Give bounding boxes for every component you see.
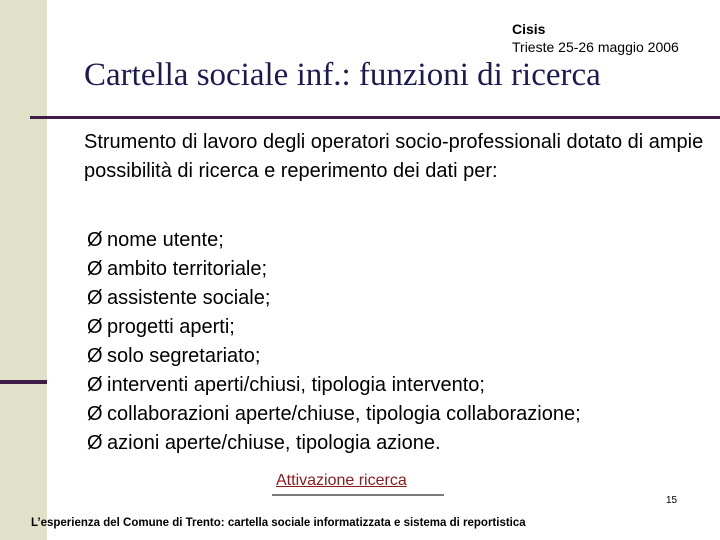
header-event: Trieste 25-26 maggio 2006 xyxy=(512,39,679,55)
arrow-bullet-icon: Ø xyxy=(87,403,103,425)
page-number: 15 xyxy=(666,495,678,506)
list-item xyxy=(87,226,581,255)
list-item xyxy=(87,313,581,342)
arrow-bullet-icon: Ø xyxy=(87,258,103,280)
arrow-bullet-icon: Ø xyxy=(87,287,103,309)
link-underline-rule xyxy=(272,494,444,496)
list-item-text: ambito territoriale; xyxy=(107,258,268,280)
list-item-text: solo segretariato; xyxy=(107,345,261,367)
footer-caption: L’esperienza del Comune di Trento: cartella sociale informatizzata e sistema di reportistica xyxy=(31,517,526,529)
left-decorative-band xyxy=(0,0,47,540)
list-item-text: nome utente; xyxy=(107,229,224,251)
list-item xyxy=(87,371,581,400)
left-band-accent-bar xyxy=(0,380,47,384)
intro-paragraph: Strumento di lavoro degli operatori socio-professionali dotato di ampie possibilità di ricerca e reperimento dei dati per: xyxy=(84,131,704,182)
list-item-text: collaborazioni aperte/chiuse, tipologia collaborazione; xyxy=(107,403,581,425)
list-item xyxy=(87,255,581,284)
activate-search-link[interactable]: Attivazione ricerca xyxy=(276,472,407,489)
list-item xyxy=(87,284,581,313)
list-item xyxy=(87,429,581,458)
list-item xyxy=(87,400,581,429)
list-item-text: interventi aperti/chiusi, tipologia intervento; xyxy=(107,374,485,396)
arrow-bullet-icon: Ø xyxy=(87,345,103,367)
list-item xyxy=(87,342,581,371)
slide-title: Cartella sociale inf.: funzioni di ricerca xyxy=(84,57,601,93)
arrow-bullet-icon: Ø xyxy=(87,432,103,454)
title-divider xyxy=(30,116,720,119)
search-criteria-list xyxy=(87,226,581,458)
arrow-bullet-icon: Ø xyxy=(87,374,103,396)
list-item-text: azioni aperte/chiuse, tipologia azione. xyxy=(107,432,441,454)
arrow-bullet-icon: Ø xyxy=(87,229,103,251)
arrow-bullet-icon: Ø xyxy=(87,316,103,338)
header-org: Cisis xyxy=(512,21,546,37)
list-item-text: assistente sociale; xyxy=(107,287,271,309)
list-item-text: progetti aperti; xyxy=(107,316,235,338)
